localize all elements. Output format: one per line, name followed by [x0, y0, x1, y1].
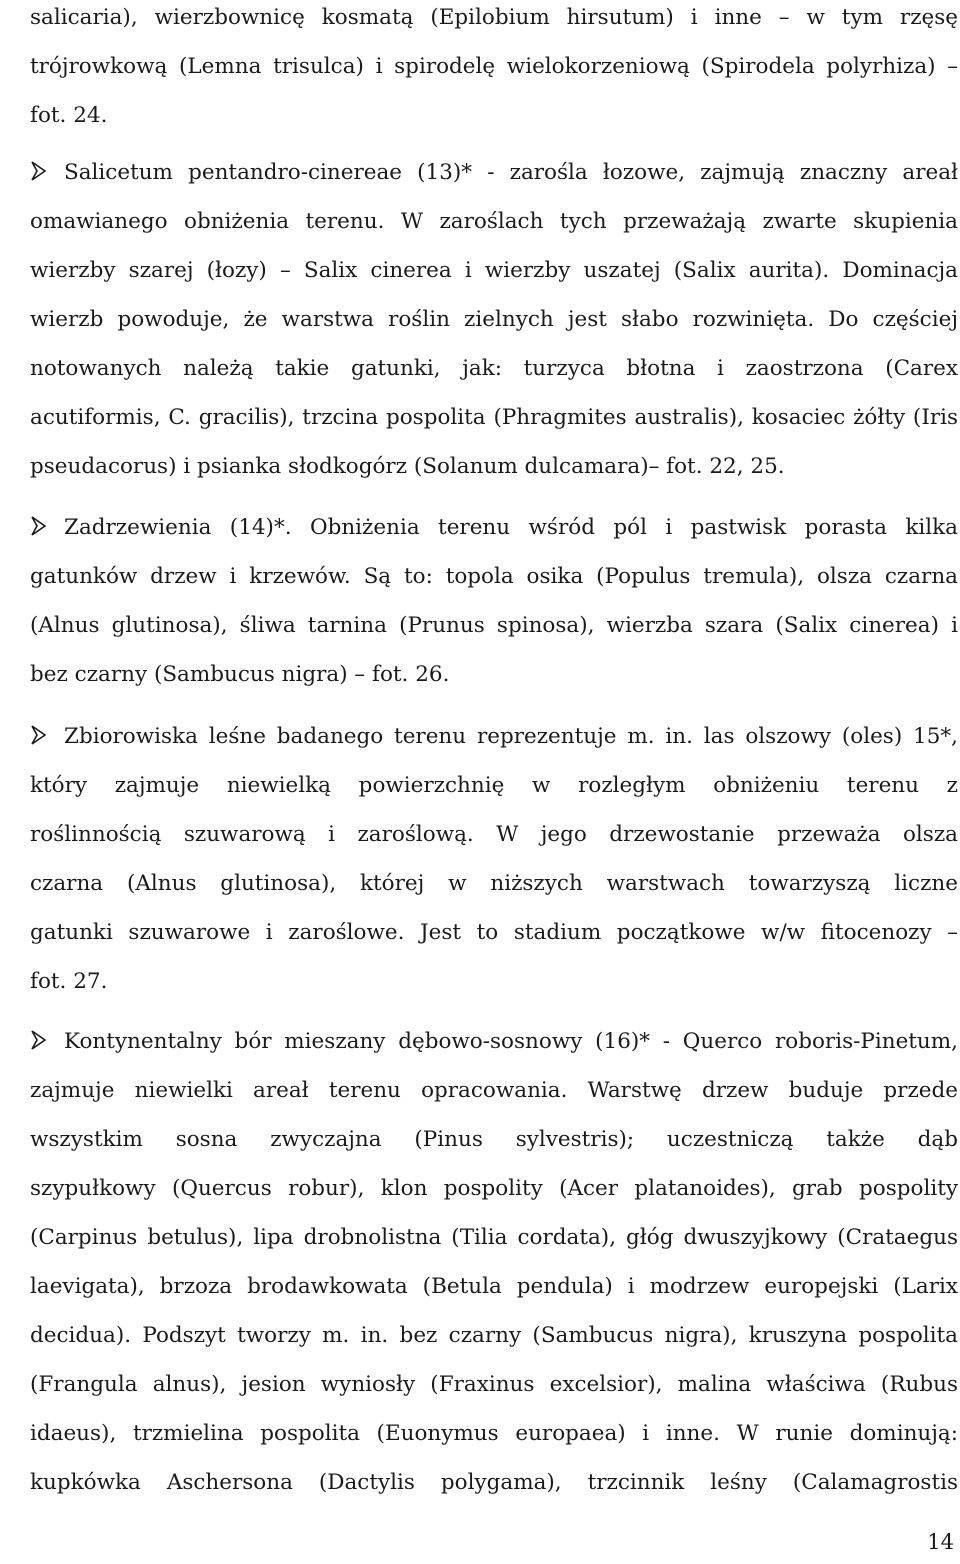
text-line: (Frangula alnus), jesion wyniosły (Fraxinus excelsior), malina właściwa (Rubus	[30, 1372, 958, 1397]
text-line: salicaria), wierzbownicę kosmatą (Epilobium hirsutum) i inne – w tym rzęsę	[30, 5, 958, 30]
text-line: Kontynentalny bór mieszany dębowo-sosnowy (16)* - Querco roboris-Pinetum,	[64, 1029, 958, 1054]
text-line: gatunków drzew i krzewów. Są to: topola osika (Populus tremula), olsza czarna	[30, 564, 958, 589]
page-number: 14	[927, 1530, 954, 1554]
text-line: Zadrzewienia (14)*. Obniżenia terenu wśród pól i pastwisk porasta kilka	[64, 515, 958, 540]
text-line: wierzby szarej (łozy) – Salix cinerea i wierzby uszatej (Salix aurita). Dominacja	[30, 258, 958, 283]
text-line: kupkówka Aschersona (Dactylis polygama), trzcinnik leśny (Calamagrostis	[30, 1470, 958, 1495]
arrow-bullet-icon	[30, 503, 54, 552]
text-line: Salicetum pentandro-cinereae (13)* - zarośla łozowe, zajmują znaczny areał	[64, 160, 958, 185]
text-line: decidua). Podszyt tworzy m. in. bez czarny (Sambucus nigra), kruszyna pospolita	[30, 1323, 958, 1348]
text-line: laevigata), brzoza brodawkowata (Betula pendula) i modrzew europejski (Larix	[30, 1274, 958, 1299]
text-line: który zajmuje niewielką powierzchnię w rozległym obniżeniu terenu z	[30, 773, 958, 798]
text-line: zajmuje niewielki areał terenu opracowania. Warstwę drzew buduje przede	[30, 1078, 958, 1103]
text-line: (Carpinus betulus), lipa drobnolistna (Tilia cordata), głóg dwuszyjkowy (Crataegus	[30, 1225, 958, 1250]
text-line: omawianego obniżenia terenu. W zaroślach tych przeważają zwarte skupienia	[30, 209, 958, 234]
arrow-bullet-icon	[30, 1017, 54, 1066]
text-line: idaeus), trzmielina pospolita (Euonymus europaea) i inne. W runie dominują:	[30, 1421, 958, 1446]
text-line: bez czarny (Sambucus nigra) – fot. 26.	[30, 662, 450, 687]
text-line: fot. 24.	[30, 103, 108, 128]
text-line: roślinnością szuwarową i zaroślową. W jego drzewostanie przeważa olsza	[30, 822, 958, 847]
text-line: gatunki szuwarowe i zaroślowe. Jest to stadium początkowe w/w fitocenozy –	[30, 920, 958, 945]
text-line: pseudacorus) i psianka słodkogórz (Solanum dulcamara)– fot. 22, 25.	[30, 454, 785, 479]
text-line: wierzb powoduje, że warstwa roślin zielnych jest słabo rozwinięta. Do częściej	[30, 307, 958, 332]
text-line: fot. 27.	[30, 969, 108, 994]
text-line: czarna (Alnus glutinosa), której w niższych warstwach towarzyszą liczne	[30, 871, 958, 896]
text-line: szypułkowy (Quercus robur), klon pospolity (Acer platanoides), grab pospolity	[30, 1176, 958, 1201]
text-line: trójrowkową (Lemna trisulca) i spirodelę wielokorzeniową (Spirodela polyrhiza) –	[30, 54, 958, 79]
text-line: (Alnus glutinosa), śliwa tarnina (Prunus spinosa), wierzba szara (Salix cinerea) i	[30, 613, 958, 638]
text-line: notowanych należą takie gatunki, jak: turzyca błotna i zaostrzona (Carex	[30, 356, 958, 381]
arrow-bullet-icon	[30, 712, 54, 761]
text-line: Zbiorowiska leśne badanego terenu reprezentuje m. in. las olszowy (oles) 15*,	[64, 724, 958, 749]
text-line: wszystkim sosna zwyczajna (Pinus sylvestris); uczestniczą także dąb	[30, 1127, 958, 1152]
arrow-bullet-icon	[30, 148, 54, 197]
text-line: acutiformis, C. gracilis), trzcina pospolita (Phragmites australis), kosaciec żółty (Iris	[30, 405, 958, 430]
